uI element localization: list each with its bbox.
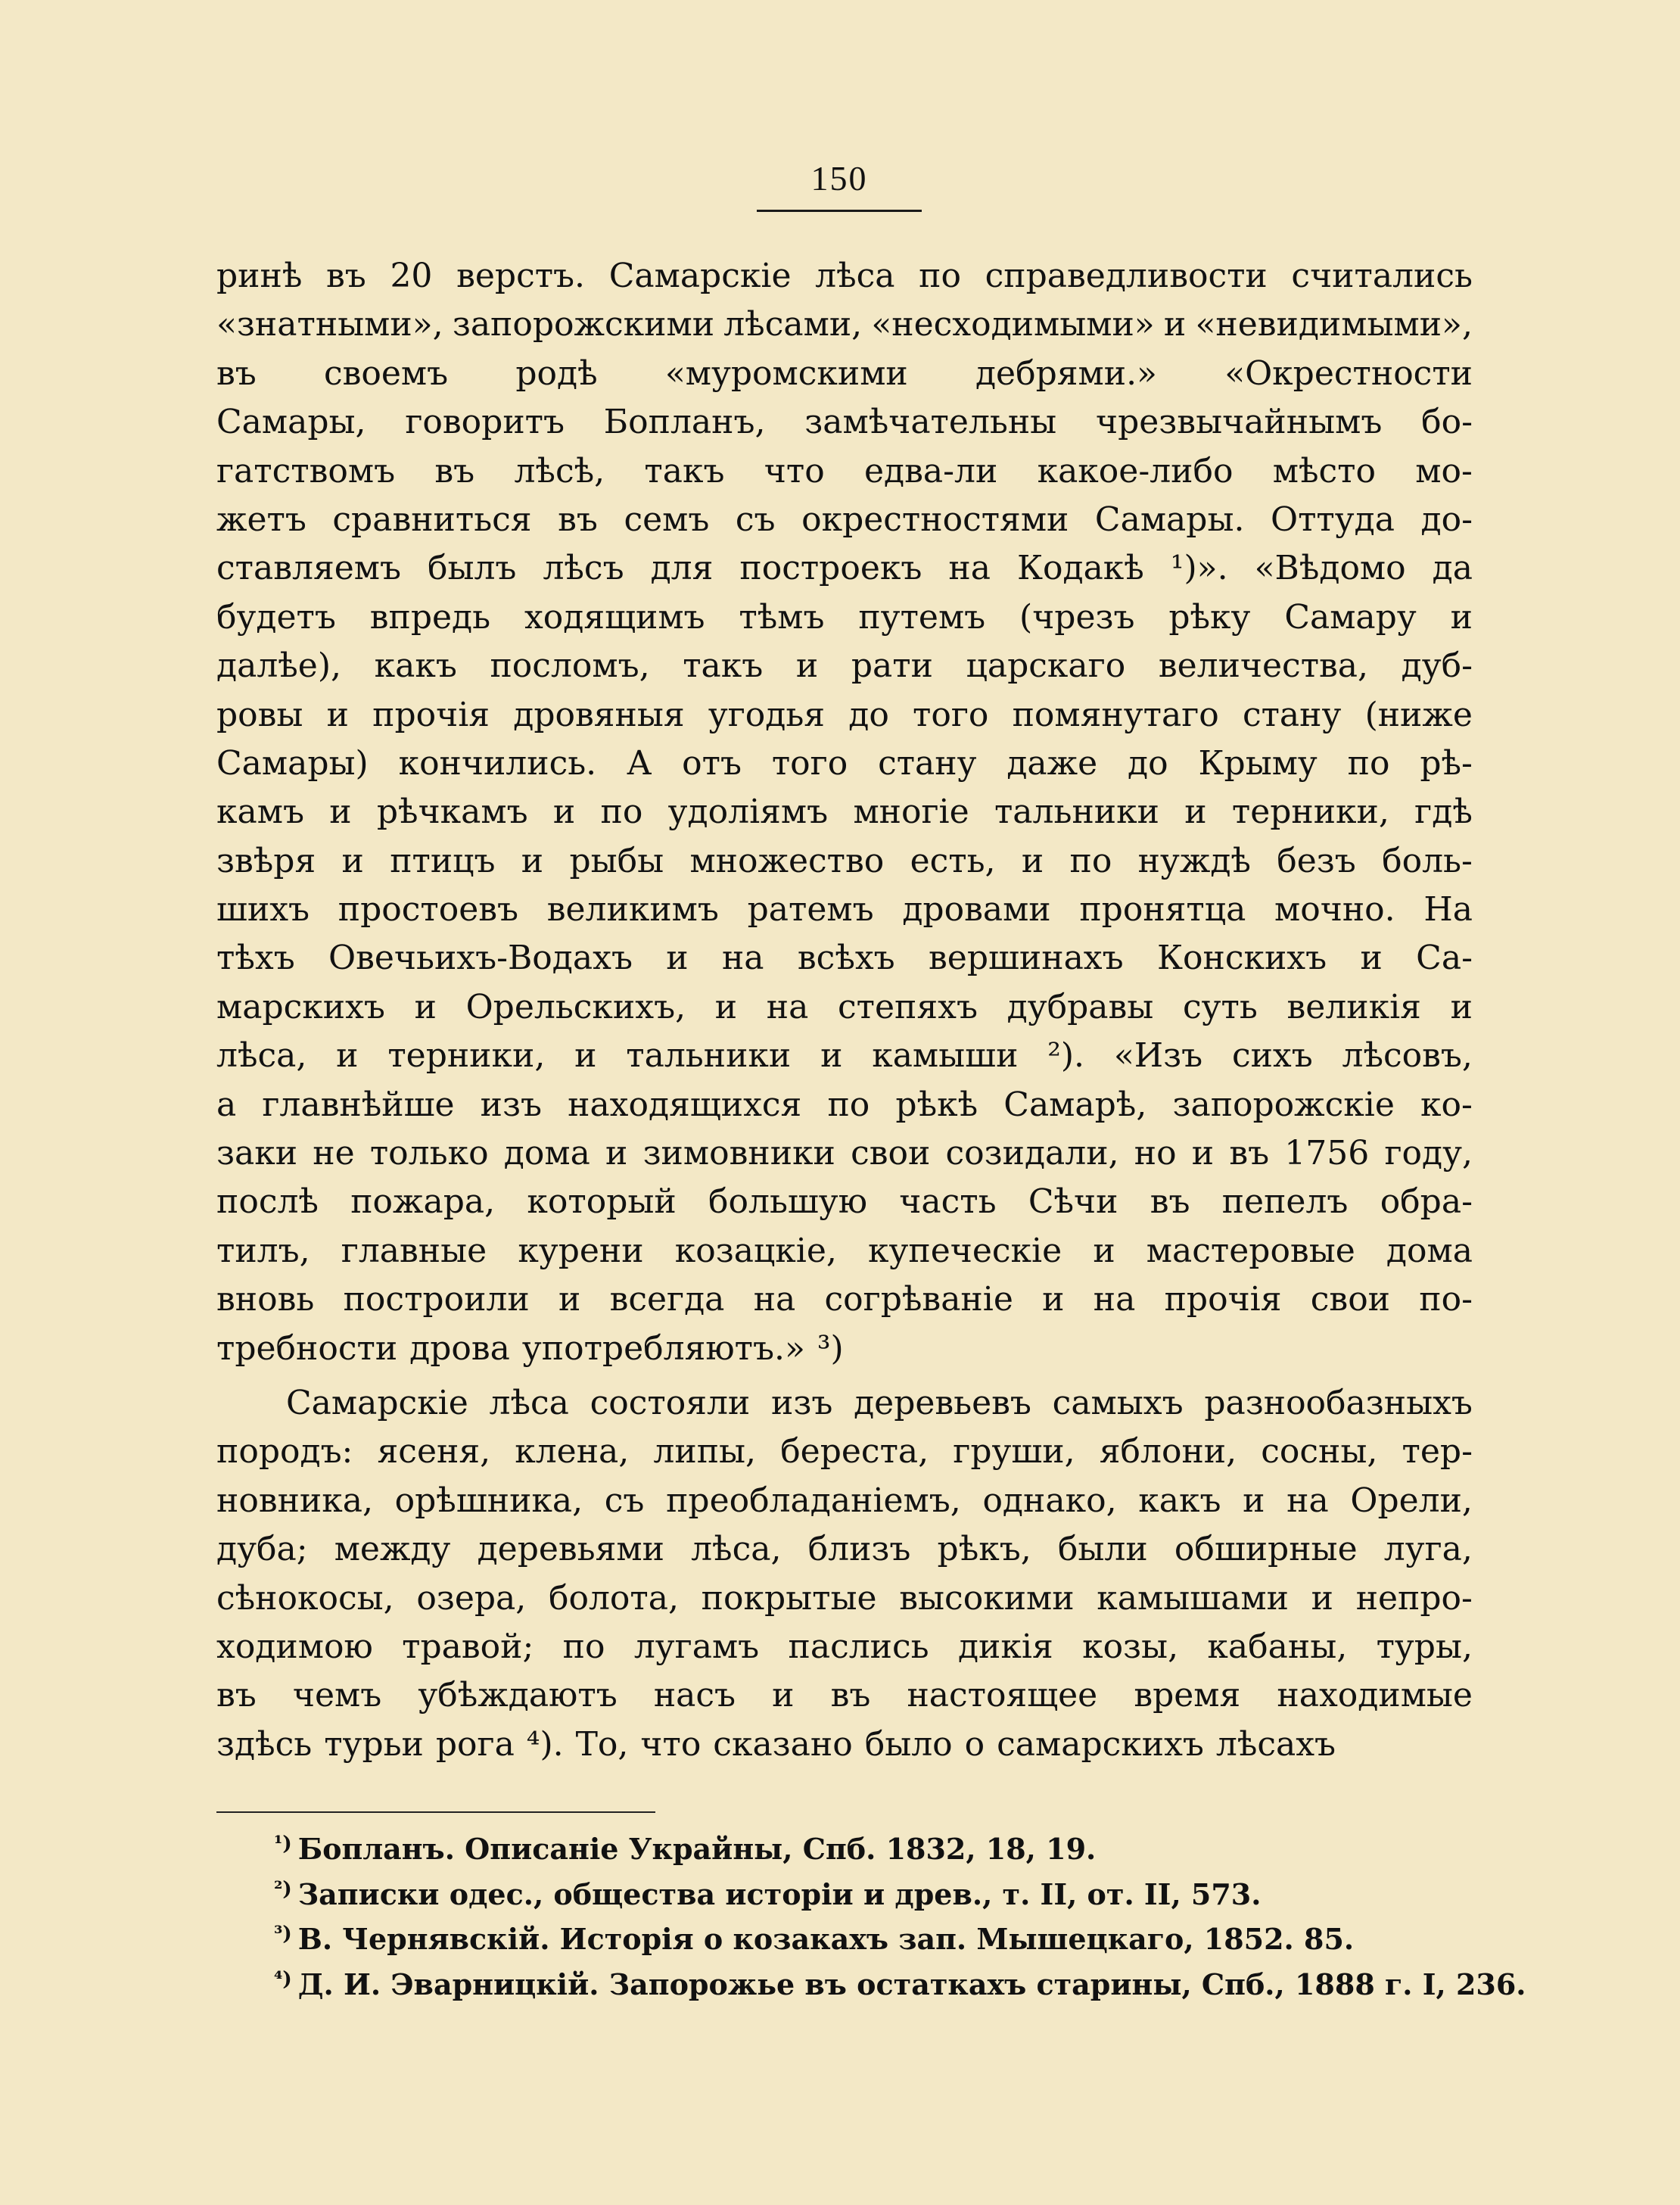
text-line: шихъ простоевъ великимъ ратемъ дровами пронятца мочно. На: [216, 890, 1473, 930]
text-line: дуба; между деревьями лѣса, близъ рѣкъ, были обширные луга,: [216, 1530, 1473, 1569]
footnote-text: Д. И. Эварницкій. Запорожье въ остаткахъ старины, Спб., 1888 г. I, 236.: [297, 1967, 1526, 2001]
text-line: ровы и прочія дровяныя угодья до того помянутаго стану (ниже: [216, 695, 1473, 734]
footnote: [274, 1870, 1485, 1915]
text-line: звѣря и птицъ и рыбы множество есть, и по нуждѣ безъ боль-: [216, 841, 1473, 880]
text-line: жетъ сравниться въ семъ съ окрестностями Самары. Оттуда до-: [216, 500, 1473, 539]
paragraph: [216, 252, 1473, 1373]
footnote: [274, 1824, 1485, 1870]
footnote: [274, 1960, 1526, 2005]
text-line: послѣ пожара, который большую часть Сѣчи въ пепелъ обра-: [216, 1182, 1473, 1222]
text-line: тѣхъ Овечьихъ-Водахъ и на всѣхъ вершинахъ Конскихъ и Са-: [216, 939, 1473, 978]
text-line: въ чемъ убѣждаютъ насъ и въ настоящее время находимые: [216, 1676, 1473, 1715]
page-number-underline: [757, 210, 922, 212]
footnotes: [274, 1824, 1526, 2004]
text-line: сѣнокосы, озера, болота, покрытые высокими камышами и непро-: [216, 1578, 1473, 1618]
text-line: лѣса, и терники, и тальники и камыши ²). «Изъ сихъ лѣсовъ,: [216, 1036, 1473, 1076]
text-line: Самары, говоритъ Бопланъ, замѣчательны чрезвычайнымъ бо-: [216, 403, 1473, 442]
text-line: здѣсь турьи рога ⁴). То, что сказано было о самарскихъ лѣсахъ: [216, 1724, 1336, 1764]
text-line: будетъ впредь ходящимъ тѣмъ путемъ (чрезъ рѣку Самару и: [216, 597, 1473, 637]
text-line: ходимою травой; по лугамъ паслись дикія козы, кабаны, туры,: [216, 1627, 1473, 1666]
text-line: тилъ, главные курени козацкіе, купеческіе и мастеровые дома: [216, 1231, 1473, 1270]
text-line: новника, орѣшника, съ преобладаніемъ, однако, какъ и на Орели,: [216, 1481, 1473, 1520]
text-line: марскихъ и Орельскихъ, и на степяхъ дубравы суть великія и: [216, 987, 1473, 1026]
text-line: требности дрова употребляютъ.» ³): [216, 1328, 844, 1368]
paragraph-gap: [216, 1373, 1473, 1379]
text-line: заки не только дома и зимовники свои созидали, но и въ 1756 году,: [216, 1134, 1473, 1173]
page-number-container: [757, 157, 922, 206]
footnote-separator: [216, 1811, 655, 1813]
text-line: въ своемъ родѣ «муромскими дебрями.» «Окрестности: [216, 353, 1473, 393]
footnote: [274, 1914, 1485, 1960]
text-line: породъ: ясеня, клена, липы, береста, груши, яблони, сосны, тер-: [216, 1432, 1473, 1472]
text-line: далѣе), какъ посломъ, такъ и рати царскаго величества, дуб-: [216, 646, 1473, 686]
text-line: ставляемъ былъ лѣсъ для построекъ на Кодакѣ ¹)». «Вѣдомо да: [216, 549, 1473, 588]
footnote-mark: ¹): [274, 1833, 292, 1855]
text-line: гатствомъ въ лѣсѣ, такъ что едва-ли какое-либо мѣсто мо-: [216, 451, 1473, 491]
text-line: камъ и рѣчкамъ и по удолiямъ многiе тальники и терники, гдѣ: [216, 793, 1473, 832]
text-line: «знатными», запорожскими лѣсами, «несходимыми» и «невидимыми»,: [216, 305, 1473, 344]
text-line: ринѣ въ 20 верстъ. Самарскіе лѣса по справедливости считались: [216, 257, 1473, 295]
paragraph: [216, 1379, 1473, 1769]
page-number: 150: [810, 159, 868, 198]
text-line: Самары) кончились. А отъ того стану даже до Крыму по рѣ-: [216, 743, 1473, 783]
footnote-mark: ²): [274, 1877, 292, 1901]
text-line: а главнѣйше изъ находящихся по рѣкѣ Самарѣ, запорожскіе ко-: [216, 1085, 1473, 1124]
text-line: Самарскіе лѣса состояли изъ деревьевъ самыхъ разнообазныхъ: [286, 1383, 1473, 1422]
text-line: вновь построили и всегда на согрѣваніе и на прочія свои по-: [216, 1280, 1473, 1319]
footnote-text: В. Чернявскій. Исторія о козакахъ зап. Мышецкаго, 1852. 85.: [297, 1922, 1355, 1956]
footnote-text: Записки одес., общества исторіи и древ., т. II, от. II, 573.: [297, 1876, 1262, 1911]
footnote-mark: ⁴): [274, 1967, 292, 1991]
body-text: [216, 252, 1473, 1769]
footnote-mark: ³): [274, 1923, 292, 1945]
footnote-text: Бопланъ. Описаніе Украйны, Спб. 1832, 18, 19.: [297, 1832, 1097, 1866]
